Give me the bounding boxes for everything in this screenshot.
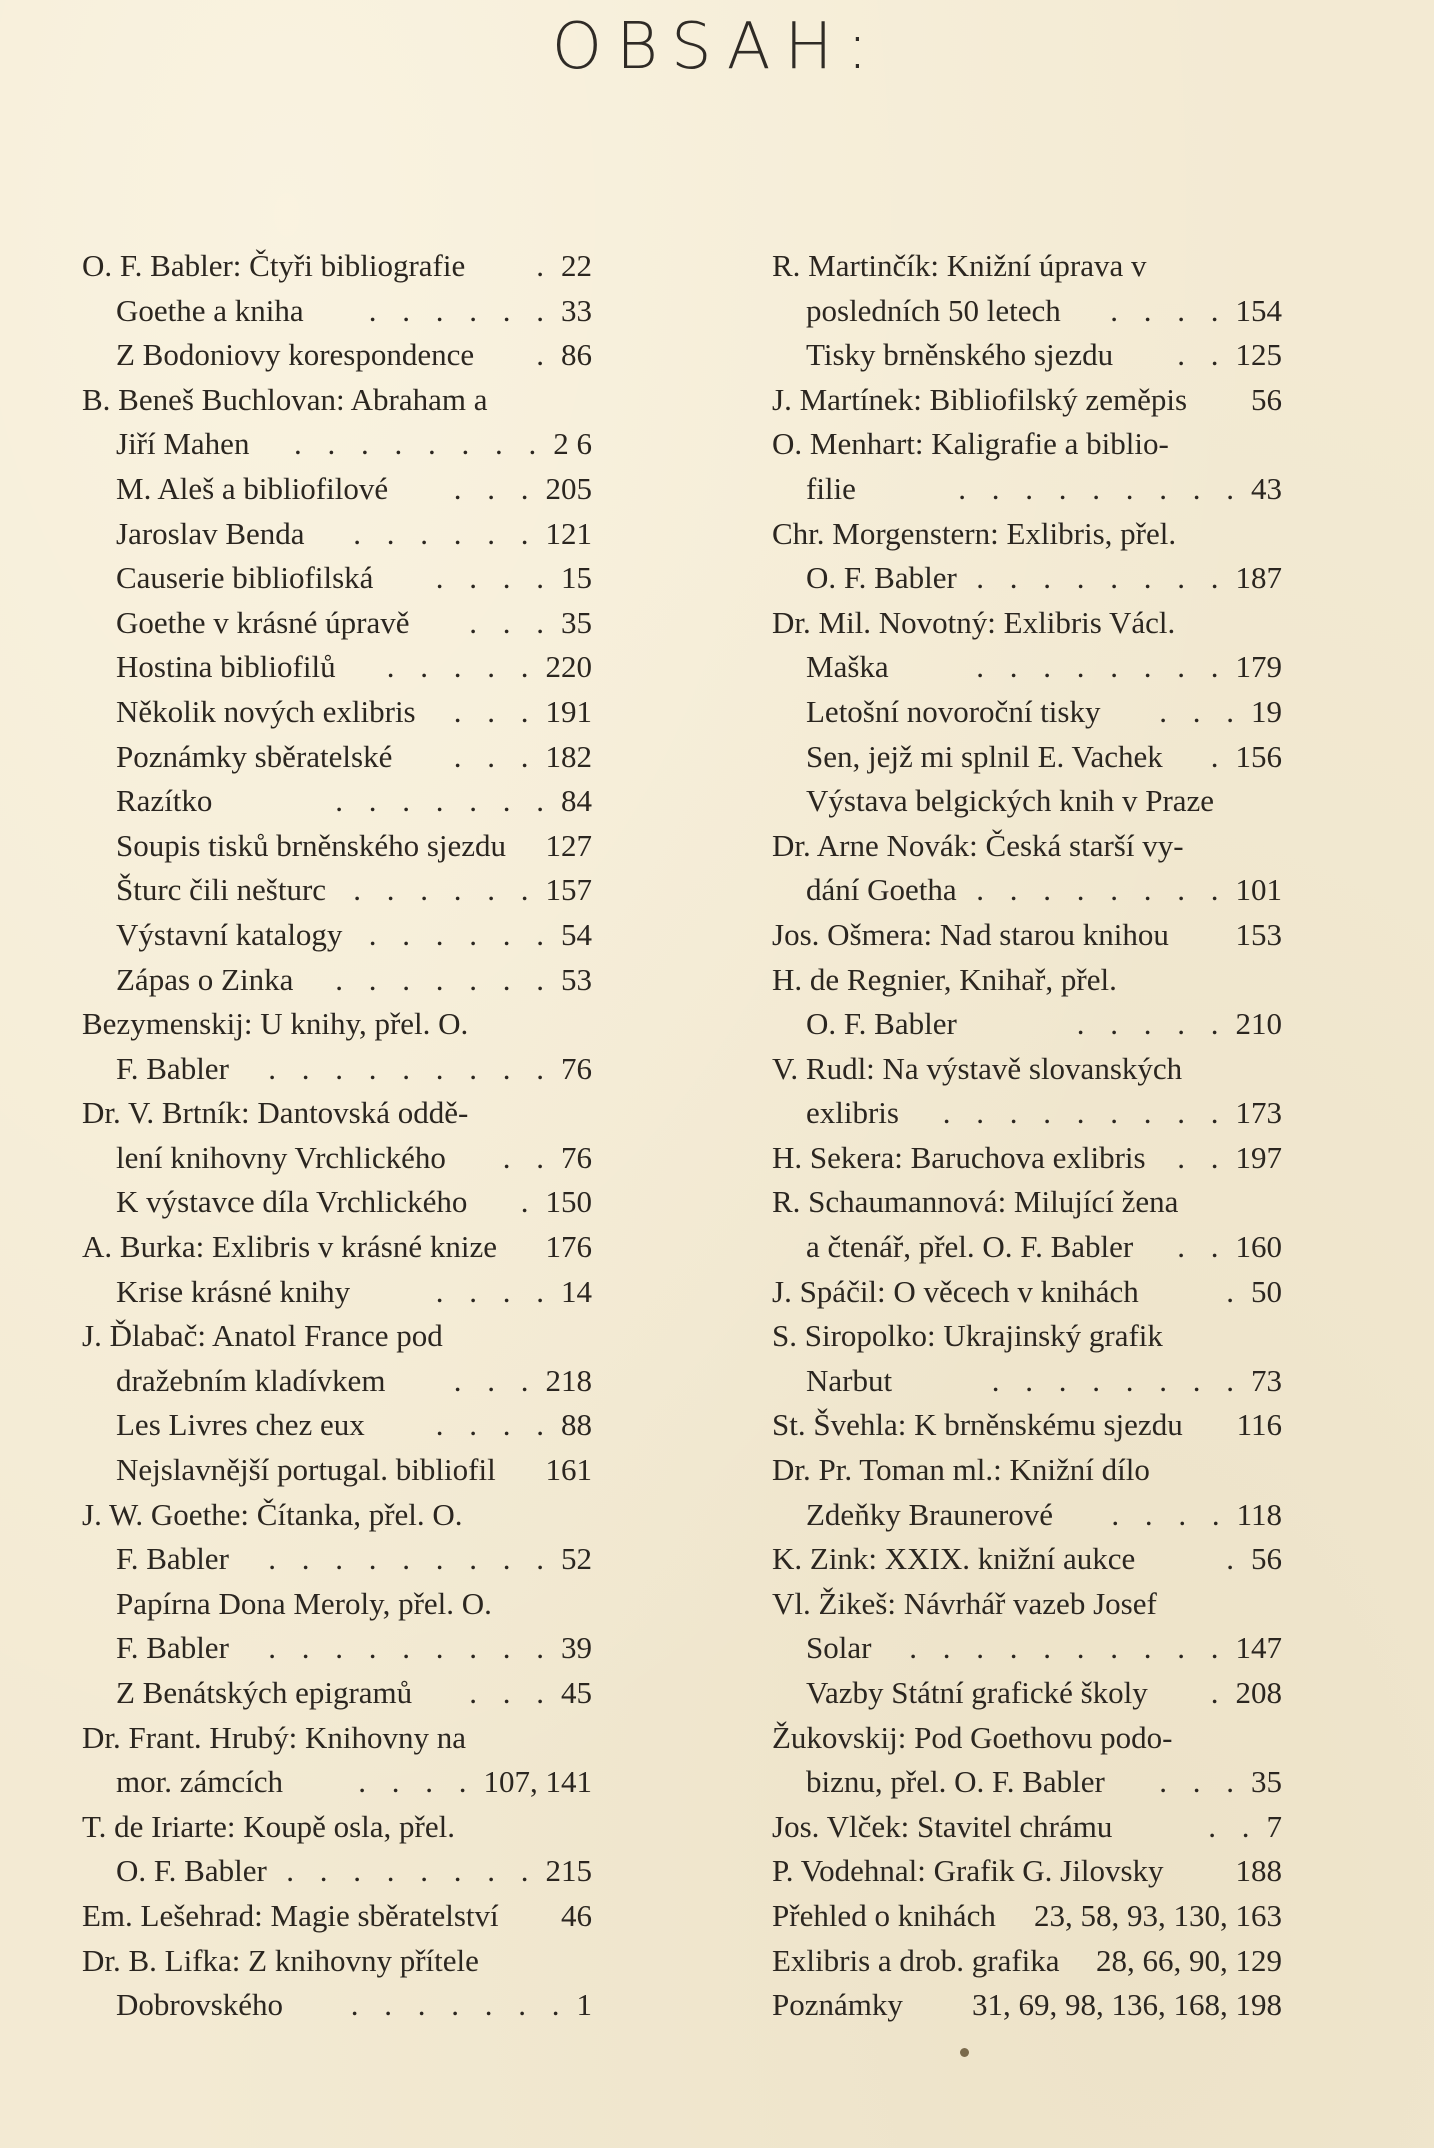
toc-entry xyxy=(82,422,592,467)
toc-entry-title: R. Martinčík: Knižní úprava v xyxy=(772,248,1147,283)
toc-entry xyxy=(772,1716,1282,1761)
toc-entry-title: M. Aleš a bibliofilové xyxy=(116,470,389,506)
toc-entry-title: T. de Iriarte: Koupě osla, přel. xyxy=(82,1808,455,1844)
toc-dot-leader: . . . xyxy=(1159,693,1243,729)
toc-entry-title: Vazby Státní grafické školy xyxy=(806,1675,1148,1710)
toc-entry-title: B. Beneš Buchlovan: Abraham a xyxy=(82,381,488,417)
toc-entry xyxy=(772,1894,1282,1939)
toc-entry xyxy=(82,1136,592,1181)
toc-dot-leader: . . . . xyxy=(1111,1496,1229,1532)
toc-dot-leader: . . . xyxy=(453,1362,538,1398)
toc-entry-title: J. W. Goethe: Čítanka, přel. O. xyxy=(82,1496,463,1532)
toc-entry xyxy=(772,1225,1282,1270)
toc-entry-title: Dr. B. Lifka: Z knihovny přítele xyxy=(82,1942,479,1978)
toc-page-number: 107, 141 xyxy=(483,1764,592,1800)
toc-entry xyxy=(772,1448,1282,1493)
toc-dot-leader: . . . . . . . . xyxy=(976,872,1228,908)
toc-entry-title: V. Rudl: Na výstavě slovanských xyxy=(772,1050,1183,1086)
toc-entry xyxy=(82,690,592,735)
toc-page-number: 33 xyxy=(561,292,592,328)
toc-entry-title: A. Burka: Exlibris v krásné knize xyxy=(82,1229,497,1265)
toc-entry xyxy=(772,1626,1282,1671)
toc-page-number: 156 xyxy=(1235,738,1282,774)
toc-entry-title: Maška xyxy=(806,649,889,685)
toc-entry xyxy=(772,735,1282,780)
toc-entry-title: Zdeňky Braunerové xyxy=(806,1496,1054,1532)
toc-entry xyxy=(82,1448,592,1493)
toc-page-number: 35 xyxy=(1251,1764,1282,1800)
toc-entry-title: a čtenář, přel. O. F. Babler xyxy=(806,1229,1134,1265)
toc-dot-leader: . . . . . . . . . xyxy=(942,1095,1228,1131)
toc-dot-leader: . . . . xyxy=(1110,292,1228,328)
toc-entry-title: Dr. Arne Novák: Česká starší vy- xyxy=(772,827,1184,863)
toc-entry xyxy=(82,378,592,423)
toc-entry-title: Několik nových exlibris xyxy=(116,693,416,729)
toc-right-column xyxy=(772,244,1282,2028)
toc-entry-title: Razítko xyxy=(116,783,213,819)
toc-entry-title: Solar xyxy=(806,1630,872,1666)
toc-page-number: 101 xyxy=(1235,872,1282,908)
toc-entry xyxy=(82,1894,592,1939)
toc-page-number: 56 xyxy=(1251,1541,1282,1577)
toc-dot-leader: . . . . . . . . . xyxy=(958,470,1243,506)
toc-entry xyxy=(772,333,1282,378)
toc-entry xyxy=(772,1939,1282,1984)
toc-page-number: 31, 69, 98, 136, 168, 198 xyxy=(972,1987,1282,2023)
toc-entry xyxy=(772,422,1282,467)
toc-page-number: 56 xyxy=(1251,381,1282,417)
toc-entry xyxy=(82,556,592,601)
toc-page-number: 53 xyxy=(561,961,592,997)
toc-dot-leader: . . . . . . . . xyxy=(976,649,1228,685)
toc-entry xyxy=(82,1047,592,1092)
toc-entry xyxy=(82,779,592,824)
toc-page-number: 182 xyxy=(545,738,592,774)
toc-entry xyxy=(82,467,592,512)
toc-dot-leader: . . . . . . . xyxy=(350,1987,569,2023)
toc-entry xyxy=(82,1849,592,1894)
toc-entry xyxy=(772,556,1282,601)
toc-entry xyxy=(82,1002,592,1047)
toc-page-number: 208 xyxy=(1235,1675,1282,1710)
toc-dot-leader: . . . xyxy=(453,738,538,774)
toc-page-number: 161 xyxy=(545,1452,592,1488)
toc-entry-title: Žukovskij: Pod Goethovu podo- xyxy=(772,1719,1173,1755)
toc-entry-title: Přehled o knihách xyxy=(772,1897,996,1933)
toc-entry xyxy=(772,1537,1282,1582)
toc-entry xyxy=(82,1760,592,1805)
toc-entry-title: F. Babler xyxy=(116,1050,229,1086)
toc-entry xyxy=(82,1180,592,1225)
toc-dot-leader: . xyxy=(520,1184,538,1220)
toc-page-number: 86 xyxy=(561,337,592,373)
toc-page-number: 1 xyxy=(576,1987,592,2023)
toc-page-number: 73 xyxy=(1251,1362,1282,1398)
toc-entry xyxy=(772,779,1282,824)
toc-entry xyxy=(82,1626,592,1671)
toc-entry-title: J. Martínek: Bibliofilský zeměpis xyxy=(772,381,1188,417)
toc-entry xyxy=(772,868,1282,913)
toc-entry xyxy=(772,690,1282,735)
toc-dot-leader: . . . xyxy=(453,470,538,506)
toc-dot-leader: . xyxy=(536,248,553,283)
toc-dot-leader: . . . . . . xyxy=(353,872,538,908)
toc-dot-leader: . . . . xyxy=(435,1273,553,1309)
toc-page-number: 188 xyxy=(1235,1853,1282,1889)
toc-dot-leader: . . . . . . xyxy=(353,515,538,551)
toc-dot-leader: . . . . . . xyxy=(368,916,553,952)
toc-entry xyxy=(82,601,592,646)
toc-entry-title: Chr. Morgenstern: Exlibris, přel. xyxy=(772,515,1177,551)
toc-entry xyxy=(772,1270,1282,1315)
toc-entry-title: Sen, jejž mi splnil E. Vachek xyxy=(806,738,1163,774)
toc-page-number: 147 xyxy=(1235,1630,1282,1666)
toc-entry-title: posledních 50 letech xyxy=(806,292,1061,328)
toc-dot-leader: . . . . . . . . xyxy=(976,560,1228,596)
toc-entry-title: lení knihovny Vrchlického xyxy=(116,1139,446,1175)
toc-page-number: 28, 66, 90, 129 xyxy=(1096,1942,1282,1978)
toc-entry xyxy=(82,512,592,557)
toc-entry-title: Papírna Dona Meroly, přel. O. xyxy=(116,1585,492,1621)
toc-dot-leader: . xyxy=(536,337,553,373)
toc-dot-leader: . . . . . . xyxy=(368,292,553,328)
toc-entry xyxy=(82,824,592,869)
toc-dot-leader: . . . . . . . . . . xyxy=(909,1630,1228,1666)
toc-page-number: 84 xyxy=(561,783,592,819)
toc-entry-title: exlibris xyxy=(806,1095,899,1131)
toc-entry-title: O. F. Babler xyxy=(116,1853,267,1889)
toc-dot-leader: . xyxy=(1210,1675,1228,1710)
toc-entry xyxy=(82,1537,592,1582)
toc-page-number: 2 6 xyxy=(553,426,592,462)
toc-entry xyxy=(82,913,592,958)
toc-page-number: 215 xyxy=(545,1853,592,1889)
toc-entry-title: Soupis tisků brněnského sjezdu xyxy=(116,827,507,863)
toc-entry-title: Les Livres chez eux xyxy=(116,1407,365,1443)
toc-page-number: 19 xyxy=(1251,693,1282,729)
toc-entry-title: Tisky brněnského sjezdu xyxy=(806,337,1114,373)
toc-page-number: 121 xyxy=(545,515,592,551)
toc-dot-leader: . . . . . . . xyxy=(335,783,553,819)
toc-entry-title: Exlibris a drob. grafika xyxy=(772,1942,1060,1978)
toc-dot-leader: . . . xyxy=(453,693,538,729)
toc-page-number: 14 xyxy=(561,1273,592,1309)
toc-entry xyxy=(772,467,1282,512)
toc-entry xyxy=(82,1582,592,1627)
toc-entry-title: Výstava belgických knih v Praze xyxy=(806,783,1215,819)
toc-page-number: 50 xyxy=(1251,1273,1282,1309)
toc-dot-leader: . . . xyxy=(469,1675,553,1710)
toc-dot-leader: . . xyxy=(1177,337,1228,373)
toc-entry-title: F. Babler xyxy=(116,1541,229,1577)
toc-entry xyxy=(82,289,592,334)
toc-entry-title: filie xyxy=(806,470,856,506)
toc-entry-title: K. Zink: XXIX. knižní aukce xyxy=(772,1541,1136,1577)
toc-entry-title: Em. Lešehrad: Magie sběratelství xyxy=(82,1897,499,1933)
toc-entry xyxy=(772,1314,1282,1359)
toc-entry xyxy=(772,1091,1282,1136)
toc-entry xyxy=(82,735,592,780)
toc-entry xyxy=(772,1359,1282,1404)
toc-entry xyxy=(772,1760,1282,1805)
toc-page-number: 45 xyxy=(561,1675,592,1710)
toc-page-number: 205 xyxy=(545,470,592,506)
toc-entry-title: Vl. Žikeš: Návrhář vazeb Josef xyxy=(772,1585,1157,1621)
toc-entry xyxy=(82,1805,592,1850)
toc-entry-title: J. Spáčil: O věcech v knihách xyxy=(772,1273,1139,1309)
toc-entry-title: Zápas o Zinka xyxy=(116,961,294,997)
toc-entry xyxy=(82,1403,592,1448)
toc-entry-title: Z Bodoniovy korespondence xyxy=(116,337,475,373)
toc-entry xyxy=(772,1805,1282,1850)
toc-page-number: 46 xyxy=(561,1897,592,1933)
toc-page-number: 187 xyxy=(1235,560,1282,596)
toc-entry xyxy=(82,1939,592,1984)
toc-left-column xyxy=(82,244,592,2028)
toc-entry-title: Šturc čili nešturc xyxy=(116,872,327,908)
toc-entry-title: Jos. Vlček: Stavitel chrámu xyxy=(772,1808,1113,1844)
toc-entry xyxy=(82,1314,592,1359)
toc-page-number: 197 xyxy=(1235,1139,1282,1175)
toc-entry-title: S. Siropolko: Ukrajinský grafik xyxy=(772,1318,1163,1354)
toc-entry-title: K výstavce díla Vrchlického xyxy=(116,1184,468,1220)
toc-entry xyxy=(772,1180,1282,1225)
toc-dot-leader: . . . . . xyxy=(386,649,538,685)
toc-page-number: 76 xyxy=(561,1050,592,1086)
toc-entry-title: H. de Regnier, Knihař, přel. xyxy=(772,961,1117,997)
toc-entry xyxy=(772,1002,1282,1047)
toc-entry xyxy=(772,1671,1282,1716)
toc-entry xyxy=(772,1849,1282,1894)
toc-dot-leader: . . xyxy=(502,1139,553,1175)
toc-dot-leader: . . . . xyxy=(435,1407,553,1443)
toc-entry-title: Hostina bibliofilů xyxy=(116,649,336,685)
toc-page-number: 118 xyxy=(1236,1496,1282,1532)
toc-entry xyxy=(772,601,1282,646)
page-title: OBSAH: xyxy=(551,10,883,84)
toc-dot-leader: . . . xyxy=(469,604,553,640)
toc-entry-title: O. F. Babler xyxy=(806,560,957,596)
toc-entry xyxy=(82,1091,592,1136)
toc-entry xyxy=(772,1983,1282,2028)
toc-page-number: 218 xyxy=(545,1362,592,1398)
toc-entry-title: Dr. V. Brtník: Dantovská oddě- xyxy=(82,1095,469,1131)
toc-dot-leader: . xyxy=(1226,1273,1243,1309)
toc-dot-leader: . . . . . . . . xyxy=(991,1362,1243,1398)
toc-entry-title: Krise krásné knihy xyxy=(116,1273,351,1309)
toc-dot-leader: . xyxy=(1226,1541,1243,1577)
toc-dot-leader: . . . . . . . . xyxy=(286,1853,538,1889)
toc-entry xyxy=(82,1225,592,1270)
toc-entry xyxy=(82,868,592,913)
toc-page-number: 154 xyxy=(1235,292,1282,328)
toc-dot-leader: . . . . . . . . . xyxy=(268,1050,553,1086)
toc-entry-title: Poznámky sběratelské xyxy=(116,738,393,774)
toc-entry-title: Goethe v krásné úpravě xyxy=(116,604,410,640)
toc-entry-title: Poznámky xyxy=(772,1987,903,2023)
toc-page-number: 160 xyxy=(1235,1229,1282,1265)
toc-dot-leader: . . xyxy=(1208,1808,1259,1844)
paper-speck xyxy=(960,2048,969,2057)
toc-page-number: 210 xyxy=(1235,1006,1282,1042)
toc-entry xyxy=(772,1582,1282,1627)
toc-entry xyxy=(772,645,1282,690)
toc-entry xyxy=(82,958,592,1003)
toc-entry xyxy=(772,913,1282,958)
toc-page-number: 39 xyxy=(561,1630,592,1666)
toc-entry-title: biznu, přel. O. F. Babler xyxy=(806,1764,1105,1800)
toc-page-number: 220 xyxy=(545,649,592,685)
toc-page-number: 191 xyxy=(545,693,592,729)
toc-page-number: 7 xyxy=(1266,1808,1282,1844)
toc-page-number: 173 xyxy=(1235,1095,1282,1131)
toc-entry xyxy=(772,512,1282,557)
toc-entry-title: O. F. Babler xyxy=(806,1006,957,1042)
toc-page-number: 52 xyxy=(561,1541,592,1577)
toc-entry xyxy=(82,1983,592,2028)
toc-entry-title: Jaroslav Benda xyxy=(116,515,305,551)
toc-entry-title: Dr. Pr. Toman ml.: Knižní dílo xyxy=(772,1452,1150,1488)
toc-entry-title: F. Babler xyxy=(116,1630,229,1666)
toc-entry xyxy=(82,645,592,690)
toc-entry-title: Goethe a kniha xyxy=(116,292,304,328)
toc-entry-title: H. Sekera: Baruchova exlibris xyxy=(772,1139,1146,1175)
toc-page-number: 176 xyxy=(545,1229,592,1265)
toc-entry-title: O. F. Babler: Čtyři bibliografie xyxy=(82,248,466,283)
toc-entry-title: St. Švehla: K brněnskému sjezdu xyxy=(772,1407,1183,1443)
toc-dot-leader: . . xyxy=(1177,1229,1228,1265)
toc-entry xyxy=(772,378,1282,423)
toc-entry-title: R. Schaumannová: Milující žena xyxy=(772,1184,1179,1220)
toc-entry-title: Letošní novoroční tisky xyxy=(806,693,1101,729)
toc-entry-title: dražebním kladívkem xyxy=(116,1362,386,1398)
toc-page-number: 15 xyxy=(561,560,592,596)
toc-entry-title: Z Benátských epigramů xyxy=(116,1675,413,1710)
toc-entry-title: Dr. Mil. Novotný: Exlibris Václ. xyxy=(772,604,1176,640)
toc-dot-leader: . . . . . . . . xyxy=(294,426,546,462)
toc-page-number: 157 xyxy=(545,872,592,908)
toc-entry-title: dání Goetha xyxy=(806,872,957,908)
toc-dot-leader: . . . . . . . xyxy=(335,961,553,997)
toc-entry xyxy=(772,289,1282,334)
toc-entry xyxy=(82,1671,592,1716)
toc-entry-title: Jos. Ošmera: Nad starou knihou xyxy=(772,916,1169,952)
toc-page-number: 35 xyxy=(561,604,592,640)
toc-dot-leader: . xyxy=(1210,738,1228,774)
toc-entry-title: Dobrovského xyxy=(116,1987,284,2023)
toc-entry xyxy=(772,824,1282,869)
toc-entry-title: O. Menhart: Kaligrafie a biblio- xyxy=(772,426,1169,462)
toc-entry-title: Výstavní katalogy xyxy=(116,916,343,952)
toc-entry-title: Nejslavnější portugal. bibliofil xyxy=(116,1452,496,1488)
toc-page-number: 43 xyxy=(1251,470,1282,506)
toc-dot-leader: . . . xyxy=(1159,1764,1243,1800)
toc-entry-title: P. Vodehnal: Grafik G. Jilovsky xyxy=(772,1853,1164,1889)
toc-dot-leader: . . . . . xyxy=(1076,1006,1228,1042)
toc-entry xyxy=(82,1359,592,1404)
toc-page-number: 150 xyxy=(545,1184,592,1220)
toc-entry-title: Bezymenskij: U knihy, přel. O. xyxy=(82,1006,469,1042)
toc-entry xyxy=(82,1493,592,1538)
toc-entry-title: Causerie bibliofilská xyxy=(116,560,374,596)
toc-dot-leader: . . . . xyxy=(435,560,553,596)
toc-entry xyxy=(82,244,592,289)
toc-page-number: 125 xyxy=(1235,337,1282,373)
toc-entry-title: Dr. Frant. Hrubý: Knihovny na xyxy=(82,1719,467,1755)
toc-page-number: 116 xyxy=(1236,1407,1282,1443)
toc-page-number: 22 xyxy=(561,248,592,283)
toc-entry xyxy=(772,1047,1282,1092)
toc-entry xyxy=(772,1136,1282,1181)
toc-page-number: 23, 58, 93, 130, 163 xyxy=(1034,1897,1282,1933)
toc-page-number: 54 xyxy=(561,916,592,952)
toc-dot-leader: . . xyxy=(1177,1139,1228,1175)
toc-entry-title: Narbut xyxy=(806,1362,893,1398)
toc-entry xyxy=(772,958,1282,1003)
toc-entry xyxy=(82,1270,592,1315)
toc-page-number: 127 xyxy=(545,827,592,863)
toc-entry xyxy=(772,244,1282,289)
toc-entry xyxy=(772,1403,1282,1448)
toc-entry xyxy=(82,333,592,378)
toc-entry xyxy=(772,1493,1282,1538)
toc-page-number: 179 xyxy=(1235,649,1282,685)
toc-dot-leader: . . . . xyxy=(358,1764,476,1800)
toc-dot-leader: . . . . . . . . . xyxy=(268,1541,553,1577)
toc-entry-title: mor. zámcích xyxy=(116,1764,283,1800)
toc-entry xyxy=(82,1716,592,1761)
toc-dot-leader: . . . . . . . . . xyxy=(268,1630,553,1666)
toc-entry-title: J. Ďlabač: Anatol France pod xyxy=(82,1318,443,1354)
toc-page-number: 153 xyxy=(1235,916,1282,952)
toc-page-number: 76 xyxy=(561,1139,592,1175)
toc-page-number: 88 xyxy=(561,1407,592,1443)
toc-entry-title: Jiří Mahen xyxy=(116,426,250,462)
